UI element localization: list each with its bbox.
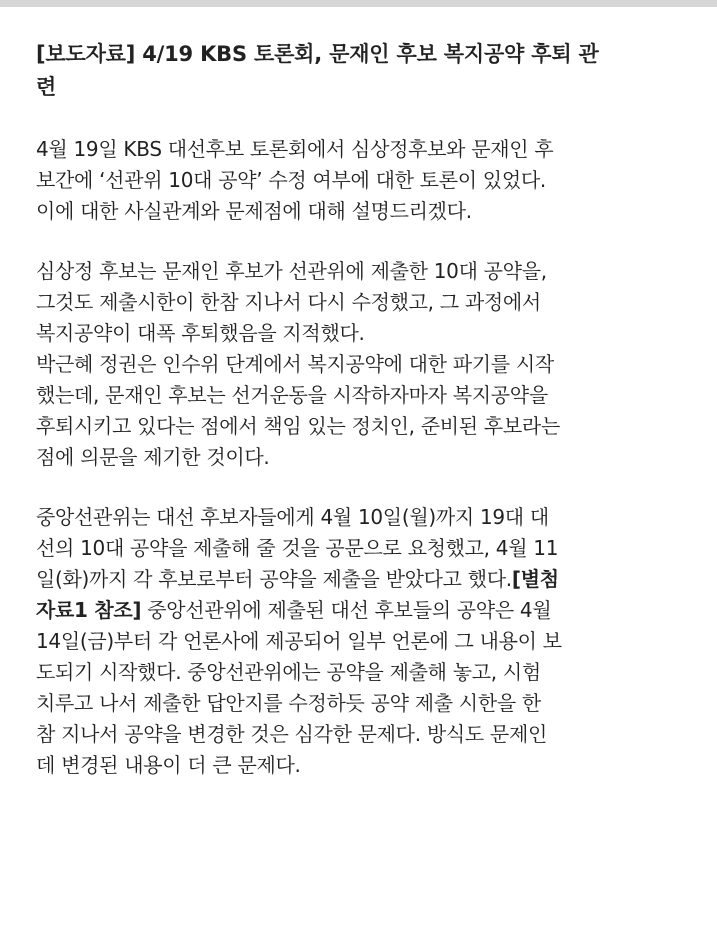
paragraph-line: 도되기 시작했다. 중앙선관위에는 공약을 제출해 놓고, 시험	[36, 660, 541, 684]
press-release-title	[36, 38, 686, 104]
paragraph-line: 보간에 ‘선관위 10대 공약’ 수정 여부에 대한 토론이 있었다.	[36, 168, 546, 192]
attachment-reference-start: [별첨	[511, 567, 559, 591]
paragraph-line: 그것도 제출시한이 한참 지나서 다시 수정했고, 그 과정에서	[36, 290, 541, 314]
paragraph-line	[36, 564, 686, 595]
paragraph-sim-point	[36, 256, 686, 473]
paragraph-line: 이에 대한 사실관계와 문제점에 대해 설명드리겠다.	[36, 199, 472, 223]
paragraph-line: 박근혜 정권은 인수위 단계에서 복지공약에 대한 파기를 시작	[36, 352, 554, 376]
paragraph-line: 데 변경된 내용이 더 큰 문제다.	[36, 753, 301, 777]
paragraph-line: 점에 의문을 제기한 것이다.	[36, 445, 270, 469]
paragraph-line: 심상정 후보는 문재인 후보가 선관위에 제출한 10대 공약을,	[36, 259, 547, 283]
paragraph-nec-submission	[36, 502, 686, 781]
attachment-reference-end: 자료1 참조]	[36, 598, 142, 622]
paragraph-line	[36, 595, 686, 626]
paragraph-line: 치루고 나서 제출한 답안지를 수정하듯 공약 제출 시한을 한	[36, 691, 541, 715]
paragraph-line: 복지공약이 대폭 후퇴했음을 지적했다.	[36, 321, 365, 345]
title-line-2: 련	[36, 75, 57, 99]
paragraph-intro	[36, 134, 686, 227]
paragraph-text: 일(화)까지 각 후보로부터 공약을 제출을 받았다고 했다.	[36, 567, 512, 591]
paragraph-line: 후퇴시키고 있다는 점에서 책임 있는 정치인, 준비된 후보라는	[36, 414, 560, 438]
press-release-body	[36, 38, 686, 810]
paragraph-line: 참 지나서 공약을 변경한 것은 심각한 문제다. 방식도 문제인	[36, 722, 547, 746]
title-line-1: [보도자료] 4/19 KBS 토론회, 문재인 후보 복지공약 후퇴 관	[36, 42, 599, 66]
paragraph-text: 중앙선관위에 제출된 대선 후보들의 공약은 4월	[141, 598, 552, 622]
top-divider-bar	[0, 0, 717, 7]
paragraph-line: 14일(금)부터 각 언론사에 제공되어 일부 언론에 그 내용이 보	[36, 629, 562, 653]
paragraph-line: 했는데, 문재인 후보는 선거운동을 시작하자마자 복지공약을	[36, 383, 548, 407]
paragraph-line: 중앙선관위는 대선 후보자들에게 4월 10일(월)까지 19대 대	[36, 505, 549, 529]
paragraph-line: 4월 19일 KBS 대선후보 토론회에서 심상정후보와 문재인 후	[36, 137, 554, 161]
paragraph-line: 선의 10대 공약을 제출해 줄 것을 공문으로 요청했고, 4월 11	[36, 536, 559, 560]
